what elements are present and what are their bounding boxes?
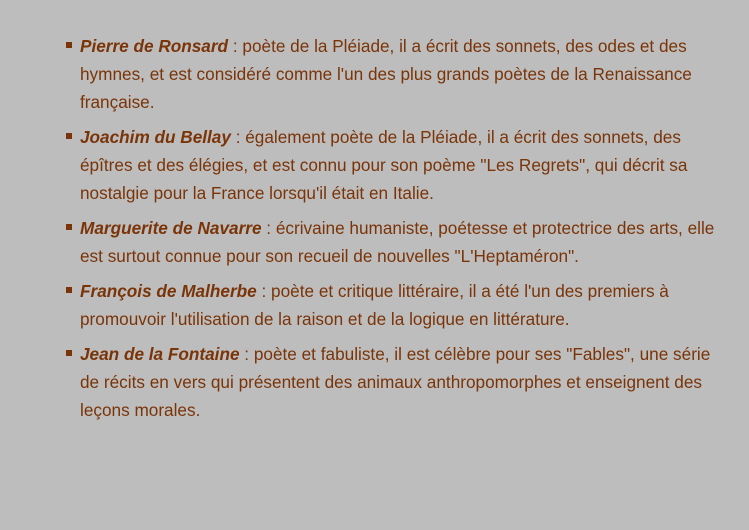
poet-name: François de Malherbe <box>80 281 257 301</box>
list-item-la-fontaine <box>66 340 725 424</box>
poet-name: Marguerite de Navarre <box>80 218 262 238</box>
poet-description: : poète de la Pléiade, il a écrit des sonnets, des odes et des hymnes, et est considéré comme l'un des plus grands poètes de la Renaissance française. <box>80 36 692 112</box>
poet-description: : poète et critique littéraire, il a été l'un des premiers à promouvoir l'utilisation de la raison et de la logique en littérature. <box>80 281 669 329</box>
list-item-ronsard <box>66 32 725 116</box>
square-bullet-icon <box>66 224 72 230</box>
poet-description: : écrivaine humaniste, poétesse et protectrice des arts, elle est surtout connue pour son recueil de nouvelles "L'Heptaméron". <box>80 218 715 266</box>
square-bullet-icon <box>66 287 72 293</box>
square-bullet-icon <box>66 133 72 139</box>
list-item-malherbe <box>66 277 725 333</box>
poet-name: Jean de la Fontaine <box>80 344 240 364</box>
poet-description: : poète et fabuliste, il est célèbre pour ses "Fables", une série de récits en vers qui présentent des animaux anthropomorphes et enseignent des leçons morales. <box>80 344 711 420</box>
poet-list <box>66 32 725 424</box>
square-bullet-icon <box>66 42 72 48</box>
poet-name: Pierre de Ronsard <box>80 36 229 56</box>
square-bullet-icon <box>66 350 72 356</box>
list-item-navarre <box>66 214 725 270</box>
poet-name: Joachim du Bellay <box>80 127 231 147</box>
list-item-du-bellay <box>66 123 725 207</box>
poet-description: : également poète de la Pléiade, il a écrit des sonnets, des épîtres et des élégies, et est connu pour son poème "Les Regrets", qui décrit sa nostalgie pour la France lorsqu'il était en Italie. <box>80 127 688 203</box>
